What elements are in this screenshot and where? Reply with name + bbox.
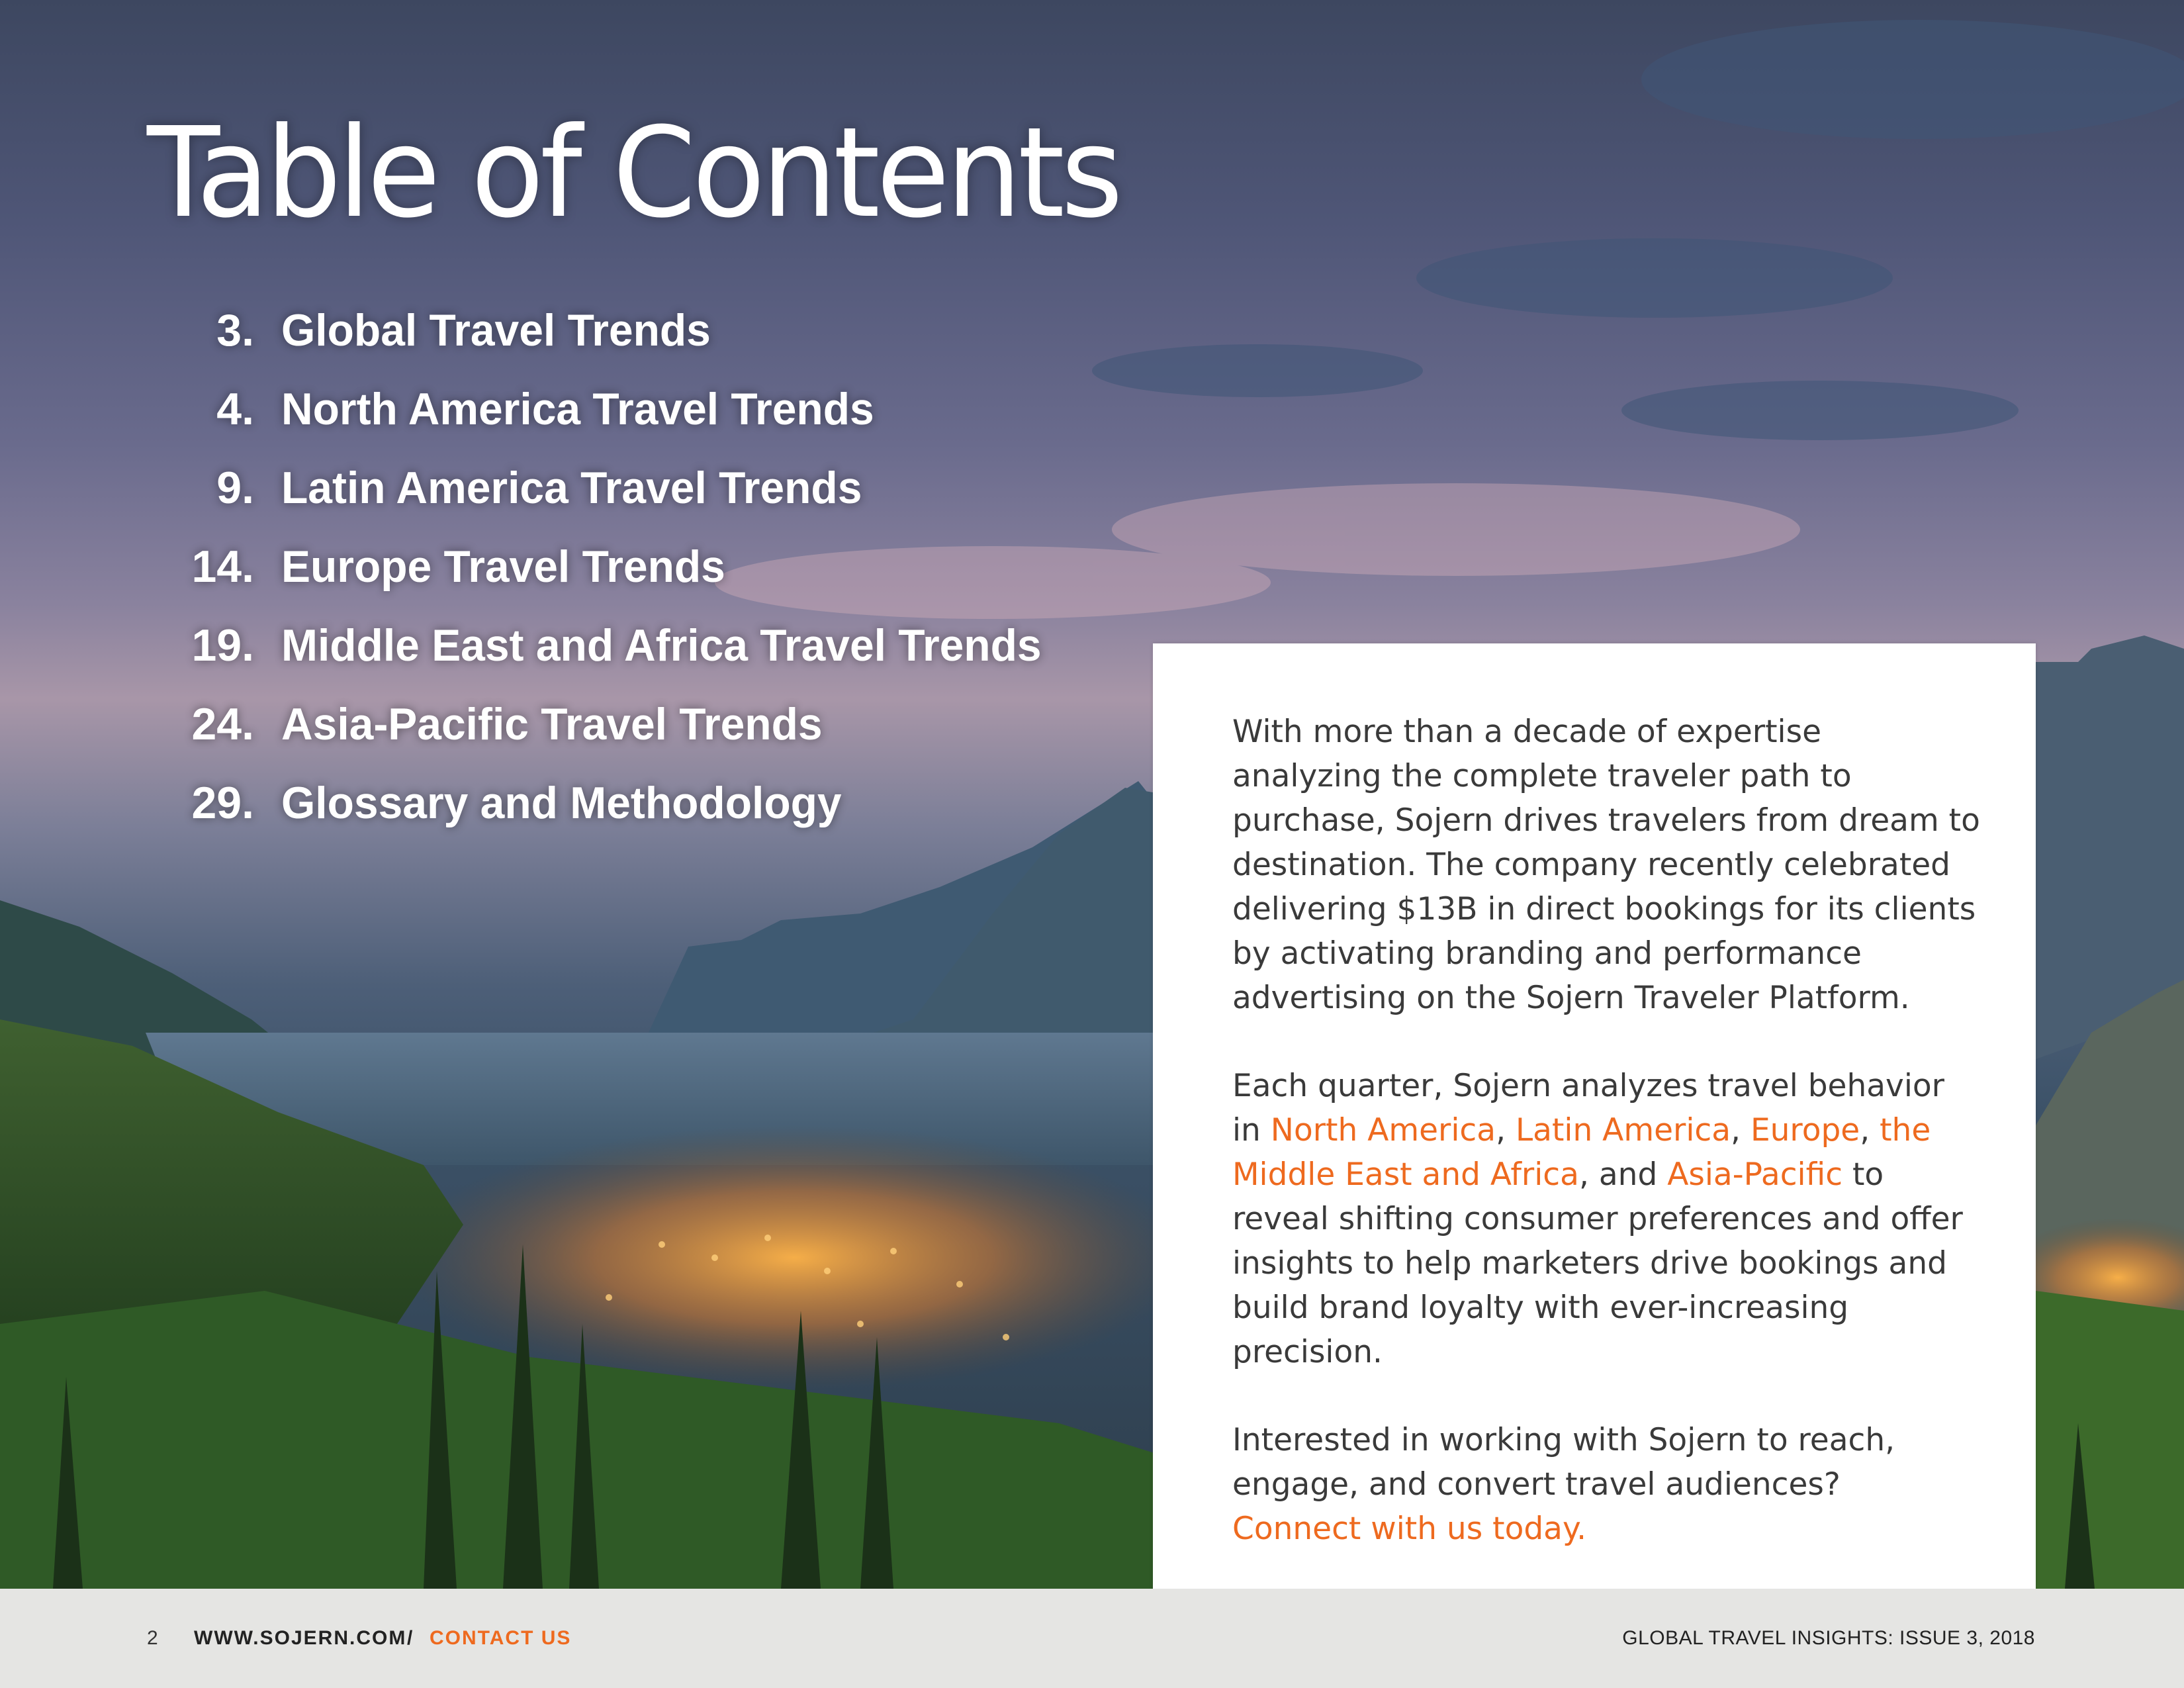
connect-link[interactable]: Connect with us today. (1232, 1511, 1587, 1547)
page-number: 2 (147, 1627, 158, 1649)
comma: , (1731, 1112, 1751, 1149)
toc-link-global[interactable]: Global Travel Trends (281, 305, 711, 355)
toc-link-europe[interactable]: Europe Travel Trends (281, 541, 725, 592)
conjunction: , and (1578, 1156, 1668, 1193)
cta-question: Interested in working with Sojern to reach, engage, and convert travel audiences? (1232, 1422, 1895, 1503)
page-title: Table of Contents (147, 101, 1120, 246)
toc-page-number: 9. (216, 463, 254, 513)
publication-title: GLOBAL TRAVEL INSIGHTS: ISSUE 3, 2018 (1622, 1627, 2035, 1649)
toc-page-number: 29. (191, 778, 254, 828)
toc-link-middle-east-africa[interactable]: Middle East and Africa Travel Trends (281, 620, 1042, 671)
link-north-america[interactable]: North America (1270, 1112, 1496, 1149)
toc-page-number: 3. (216, 305, 254, 355)
toc-page-number: 24. (191, 699, 254, 749)
intro-paragraph-cta (1232, 1418, 1980, 1551)
toc-link-glossary[interactable]: Glossary and Methodology (281, 778, 842, 828)
toc-link-asia-pacific[interactable]: Asia-Pacific Travel Trends (281, 699, 823, 749)
website-link[interactable]: WWW.SOJERN.COM (194, 1627, 407, 1649)
page-footer (0, 1589, 2184, 1688)
toc-link-latin-america[interactable]: Latin America Travel Trends (281, 463, 862, 513)
intro-text (1232, 710, 1980, 1595)
intro-card (1153, 643, 2036, 1589)
link-europe[interactable]: Europe (1750, 1112, 1860, 1149)
toc-page-number: 4. (216, 384, 254, 434)
link-asia-pacific[interactable]: Asia-Pacific (1667, 1156, 1843, 1193)
footer-separator: / (407, 1627, 413, 1649)
intro-paragraph-regions (1232, 1064, 1980, 1374)
intro-paragraph-about: With more than a decade of expertise analyzing the complete traveler path to purchase, Sojern drives travelers from dream to destination. The company recently celebrated delivering $13B in direct bookings for its clients by activating branding and performance advertising on the Sojern Traveler Platform. (1232, 714, 1980, 1016)
regions-text-prefix: Each quarter, Sojern analyzes travel behavior in (1232, 1068, 1944, 1149)
regions-text-suffix: to reveal shifting consumer preferences and offer insights to help marketers drive bookings and build brand loyalty with ever-increasing precision. (1232, 1156, 1963, 1370)
contact-us-link[interactable]: CONTACT US (430, 1627, 572, 1649)
toc-page-number: 19. (191, 620, 254, 671)
link-latin-america[interactable]: Latin America (1515, 1112, 1731, 1149)
comma: , (1496, 1112, 1516, 1149)
toc-link-north-america[interactable]: North America Travel Trends (281, 384, 874, 434)
toc-page-number: 14. (191, 541, 254, 592)
link-middle-east-africa[interactable]: the Middle East and Africa (1232, 1112, 1931, 1193)
comma: , (1860, 1112, 1880, 1149)
